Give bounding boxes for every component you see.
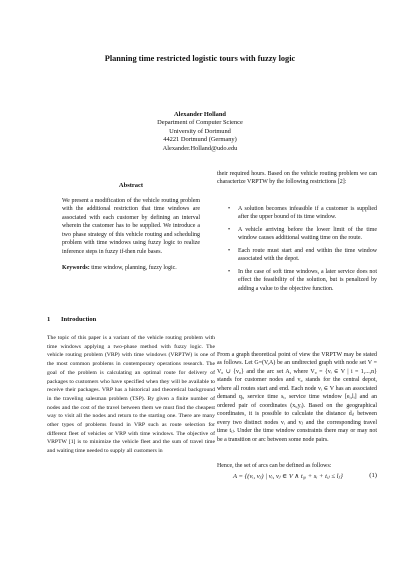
bullet-icon: •	[228, 247, 231, 254]
abstract-heading: Abstract	[118, 182, 144, 189]
equation-body: A = {(vᵢ, vⱼ) | vᵢ, vⱼ ∈ V ∧ t₀ᵢ + sᵢ + tᵢⱼ ≤ lⱼ}	[233, 473, 343, 480]
list-item-text: In the case of soft time windows, a later service does not effect the feasibility of the solution, but is penalized by adding a value to the objective function.	[238, 268, 377, 292]
list-item-text: Each route must start and end within the time window associated with the depot.	[238, 247, 377, 263]
keywords-text: time window, planning, fuzzy logic.	[91, 265, 177, 271]
keywords-label: Keywords:	[62, 265, 90, 271]
list-item	[228, 247, 377, 264]
list-item	[228, 268, 377, 293]
list-item-text: A vehicle arriving before the lower limit of the time window causes additional waiting time on the route.	[238, 226, 377, 242]
restrictions-list	[228, 205, 377, 297]
section-number: 1	[47, 316, 51, 323]
right-paragraph-3: Hence, the set of arcs can be defined as follows:	[217, 463, 332, 469]
abstract-text: We present a modification of the vehicle routing problem with the additional restriction that time windows are associated with each customer by defining an interval wherein the customer has to be supplied. We introduce a two phase strategy of this vehicle routing and scheduling problem with time windows using fuzzy logic to realize inference steps in fuzzy if-then rule bases.	[62, 198, 200, 255]
bullet-icon: •	[228, 268, 231, 275]
right-paragraph-2: From a graph theoretical point of view the VRPTW may be stated as follows. Let G=(V,A) be an undirected graph with node set V = V₀ ∪ {v₀} and the arc set A, where V₀ = {vᵢ ∈ V | i = 1,...,n} stands for customer nodes and v₀ stands for the central depot, where all routes start and end. Each node vᵢ ∈ V has an associated demand qᵢ, service time sᵢ, service time window [eᵢ,lᵢ] and an ordered pair of coordinates (xᵢ,yᵢ). Based on the geographical coordinates, it is possible to calculate the distance dᵢⱼ between every two distinct nodes vᵢ and vⱼ and the corresponding travel time tᵢⱼ. Under the time window constraints there may or may not be a transition or arc between some node pairs.	[217, 352, 377, 443]
author-university: University of Dortmund	[169, 127, 231, 135]
section-title: Introduction	[61, 316, 97, 323]
bullet-icon: •	[228, 206, 231, 212]
introduction-text: The topic of this paper is a variant of the vehicle routing problem with time windows applying a two-phase method with fuzzy logic. The vehicle routing problem (VRP) with time windows (VRPTW) is one of the most common problems in contemporary operations research. The goal of the problem is calculating an optimal route for delivery of packages to customers who have specified when they will be available to receive their packages. VRP has a historical and theoretical background in the traveling salesman problem (TSP). By given a finite number of nodes and the cost of the travel between them we must find the cheapest way to visit all the nodes and return to the starting one. There are many other types of problems found in VRP such as route selection for different fleet of vehicles or VRP with time windows. The objective of VRPTW [1] is to minimize the vehicle fleet and the sum of travel time and waiting time needed to supply all customers in	[47, 335, 215, 455]
section-heading-introduction	[47, 316, 96, 323]
right-paragraph-1: their required hours. Based on the vehicle routing problem we can characterize VRPTW by the following restrictions [2]:	[217, 171, 377, 186]
list-item	[228, 226, 377, 243]
equation-1	[233, 472, 377, 480]
author-name: Alexander Holland	[174, 111, 226, 118]
author-department: Department of Computer Science	[157, 119, 243, 127]
author-email: Alexander.Holland@udo.edu	[162, 144, 238, 152]
list-item	[228, 205, 377, 222]
bullet-icon: •	[228, 226, 231, 233]
keywords	[62, 264, 200, 272]
author-city: 44221 Dortmund (Germany)	[163, 136, 237, 144]
paper-title: Planning time restricted logistic tours with fuzzy logic	[104, 54, 296, 63]
author-block	[0, 111, 400, 153]
list-item-text: A solution becomes infeasible if a customer is supplied after the upper bound of its time window.	[238, 206, 377, 221]
equation-number: (1)	[369, 472, 377, 479]
